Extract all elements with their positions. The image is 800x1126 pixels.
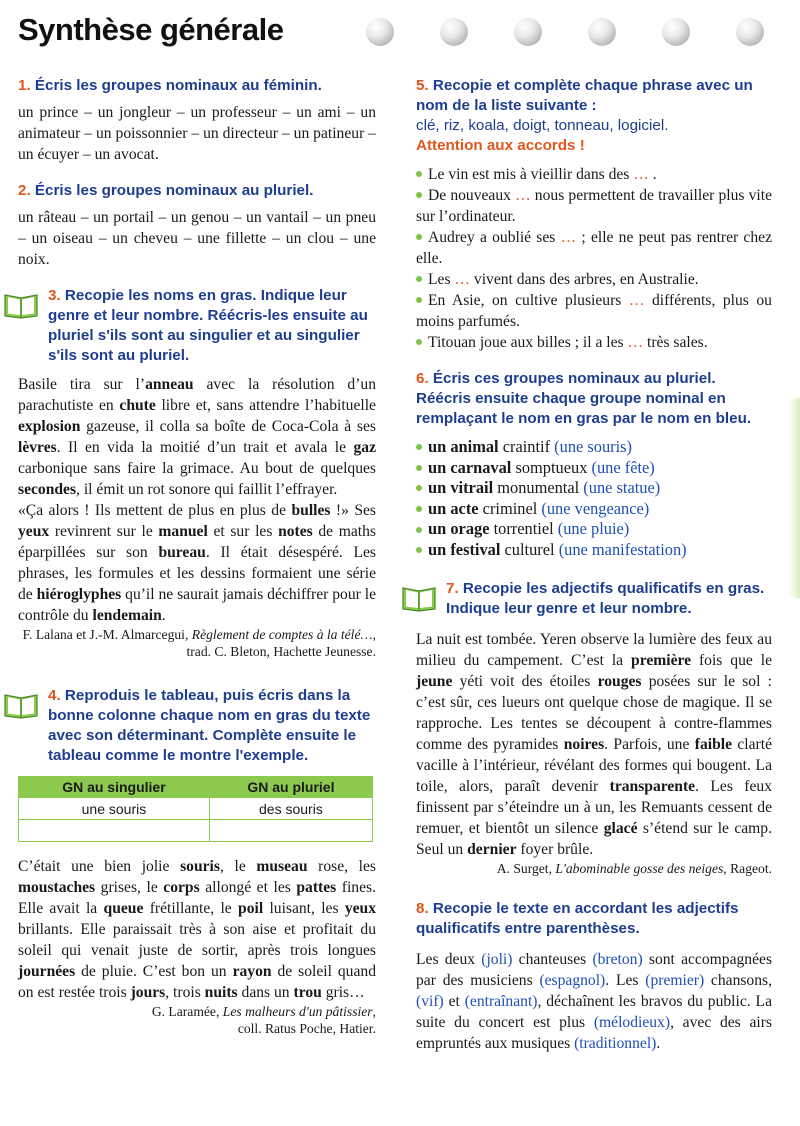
left-column (18, 76, 376, 1037)
exercise-text: un prince – un jongleur – un professeur – un ami – un animateur – un poissonnier – un directeur – un patineur – un écuyer – un avocat. (18, 104, 376, 163)
exercise-number: 7. (446, 579, 459, 597)
sphere-icon (588, 18, 616, 46)
exercise-text (416, 164, 772, 353)
exercise-instruction: Écris ces groupes nominaux au pluriel. Réécris ensuite chaque groupe nominal en remplaçant le nom en gras par le nom en bleu. (416, 370, 752, 427)
table-header: GN au pluriel (209, 777, 372, 798)
list-item: un carnaval somptueux (une fête) (416, 458, 772, 479)
list-item: un acte criminel (une vengeance) (416, 499, 772, 520)
table-cell: une souris (19, 798, 210, 820)
book-icon (2, 290, 40, 320)
sphere-icon (736, 18, 764, 46)
exercise-text: C’était une bien jolie souris, le museau rose, les moustaches grises, le corps allongé et les pattes fines. Elle avait la queue frétillante, le poil luisant, les yeux brillants. Elle paraissait très à son aise et profitait du soleil qui venait juste de sortir, après trois longues journées de pluie. C’est bon un rayon de soleil quand on est restée trois jours, trois nuits dans un trou gris… (18, 858, 376, 1001)
table-header-row (19, 777, 373, 798)
list-item: Titouan joue aux billes ; il a les … très sales. (416, 332, 772, 353)
list-item: un orage torrentiel (une pluie) (416, 519, 772, 540)
table-cell (209, 820, 372, 842)
source-title: L'abominable gosse des neiges (555, 860, 724, 876)
exercise-text: La nuit est tombée. Yeren observe la lumière des feux au milieu du campement. C’est la première fois que le jeune yéti voit des étoiles rouges posées sur le sol : c’est sûr, ces lueurs ont quelque chose de magique. Il se rapproche. Les tentes se découpent à contre-flammes comme des pyramides noires. Parfois, une faible clarté vacille à l’intérieur, révélant des formes qui bougent. La toile, alors, paraît devenir transparente. Les feux finissent par s’éteindre un à un, les Remuants cessent de remuer, et bientôt un silence glacé s’étend sur le camp. Seul un dernier foyer brûle. (416, 630, 773, 858)
table-header: GN au singulier (19, 777, 210, 798)
exercise-instruction: Recopie le texte en accordant les adjectifs qualificatifs entre parenthèses. (416, 899, 739, 937)
exercise-8 (416, 899, 772, 1054)
exercise-2 (18, 181, 376, 270)
exercise-7 (416, 579, 772, 877)
table-row (19, 798, 373, 820)
book-icon (400, 583, 438, 613)
source-title: Les malheurs d'un pâtissier (222, 1004, 373, 1019)
exercise-number: 4. (48, 687, 61, 704)
sphere-icon (440, 18, 468, 46)
list-item: un vitrail monumental (une statue) (416, 478, 772, 499)
table-cell (19, 820, 210, 842)
exercise-4 (18, 686, 376, 1037)
exercise-number: 8. (416, 899, 429, 917)
exercise-5 (416, 76, 772, 353)
warning-text: Attention aux accords ! (416, 137, 585, 154)
decorative-dots (360, 16, 790, 52)
sphere-icon (366, 18, 394, 46)
list-item: Les … vivent dans des arbres, en Australie. (416, 269, 772, 290)
exercise-number: 5. (416, 77, 429, 94)
source-citation (18, 1003, 376, 1037)
source-publisher: coll. Ratus Poche, Hatier. (237, 1021, 376, 1036)
list-item: Le vin est mis à vieillir dans des … . (416, 164, 772, 185)
table-cell: des souris (209, 798, 372, 820)
exercise-list (416, 437, 772, 561)
source-citation (18, 626, 376, 660)
exercise-text: un râteau – un portail – un genou – un vantail – un pneu – un oiseau – un cheveu – une fillette – un clou – une noix. (18, 209, 376, 268)
source-publisher: , Rageot. (723, 860, 772, 876)
right-column (416, 76, 772, 1054)
list-item: un animal craintif (une souris) (416, 437, 772, 458)
sphere-icon (662, 18, 690, 46)
page-title: Synthèse générale (18, 12, 284, 47)
exercise-instruction: Reproduis le tableau, puis écris dans la bonne colonne chaque nom en gras du texte avec son déterminant. Complète ensuite le tableau comme le montre l'exemple. (48, 687, 371, 764)
exercise-number: 2. (18, 182, 31, 199)
exercise-number: 3. (48, 287, 61, 304)
exercise-number: 6. (416, 370, 429, 387)
list-item: un festival culturel (une manifestation) (416, 540, 772, 561)
list-item: En Asie, on cultive plusieurs … différents, plus ou moins parfumés. (416, 292, 772, 330)
source-separator: , (372, 1004, 376, 1019)
exercise-instruction: Recopie et complète chaque phrase avec un nom de la liste suivante : (416, 77, 753, 114)
source-author: F. Lalana et J.-M. Almarcegui, (22, 627, 189, 642)
gn-table (18, 776, 373, 842)
source-citation (416, 860, 772, 877)
source-title: Règlement de comptes à la télé… (191, 627, 373, 642)
word-list: clé, riz, koala, doigt, tonneau, logiciel. (416, 117, 669, 134)
source-author: A. Surget, (496, 860, 552, 876)
source-author: G. Laramée, (151, 1004, 220, 1019)
exercise-number: 1. (18, 77, 31, 94)
exercise-instruction: Recopie les noms en gras. Indique leur genre et leur nombre. Réécris-les ensuite au pluriel s'ils sont au singulier et au singulier s'ils sont au pluriel. (48, 287, 368, 364)
sphere-icon (514, 18, 542, 46)
exercise-3 (18, 286, 376, 660)
exercise-instruction: Recopie les adjectifs qualificatifs en gras. Indique leur genre et leur nombre. (446, 579, 765, 617)
list-item: Audrey a oublié ses … ; elle ne peut pas rentrer chez elle. (416, 229, 772, 267)
exercise-instruction: Écris les groupes nominaux au pluriel. (34, 182, 314, 199)
source-publisher: , trad. C. Bleton, Hachette Jeunesse. (186, 627, 376, 659)
book-icon (2, 690, 40, 720)
exercise-instruction: Écris les groupes nominaux au féminin. (34, 77, 322, 94)
exercise-6 (416, 369, 772, 561)
exercise-text: Les deux (joli) chanteuses (breton) sont accompagnées par des musiciens (espagnol). Les (premier) chansons, (vif) et (entraînant), déchaînent les bravos du public. La suite du concert est plus (mélodieux), avec des airs empruntés aux musiques (traditionnel). (416, 950, 773, 1052)
exercise-text: Basile tira sur l’anneau avec la résolution d’un parachutiste en chute libre et, sans attendre l’habituelle explosion gazeuse, il colla sa boîte de Coca-Cola à ses lèvres. Il en vida la moitié d’un trait et avala le gaz carbonique sans faire la grimace. Au bout de quelques secondes, il émit un rot sonore qui faillit l’effrayer. «Ça alors ! Ils mettent de plus en plus de bulles !» Ses yeux revinrent sur le manuel et sur les notes de maths éparpillées sur son bureau. Il était désespéré. Les phrases, les formules et les dessins formaient une série de hiéroglyphes qu’il ne saurait jamais déchiffrer pour le contrôle du lendemain. (18, 376, 377, 624)
exercise-1 (18, 76, 376, 165)
page-edge-tab (788, 398, 800, 598)
table-row (19, 820, 373, 842)
list-item: De nouveaux … nous permettent de travailler plus vite sur l’ordinateur. (416, 187, 772, 225)
